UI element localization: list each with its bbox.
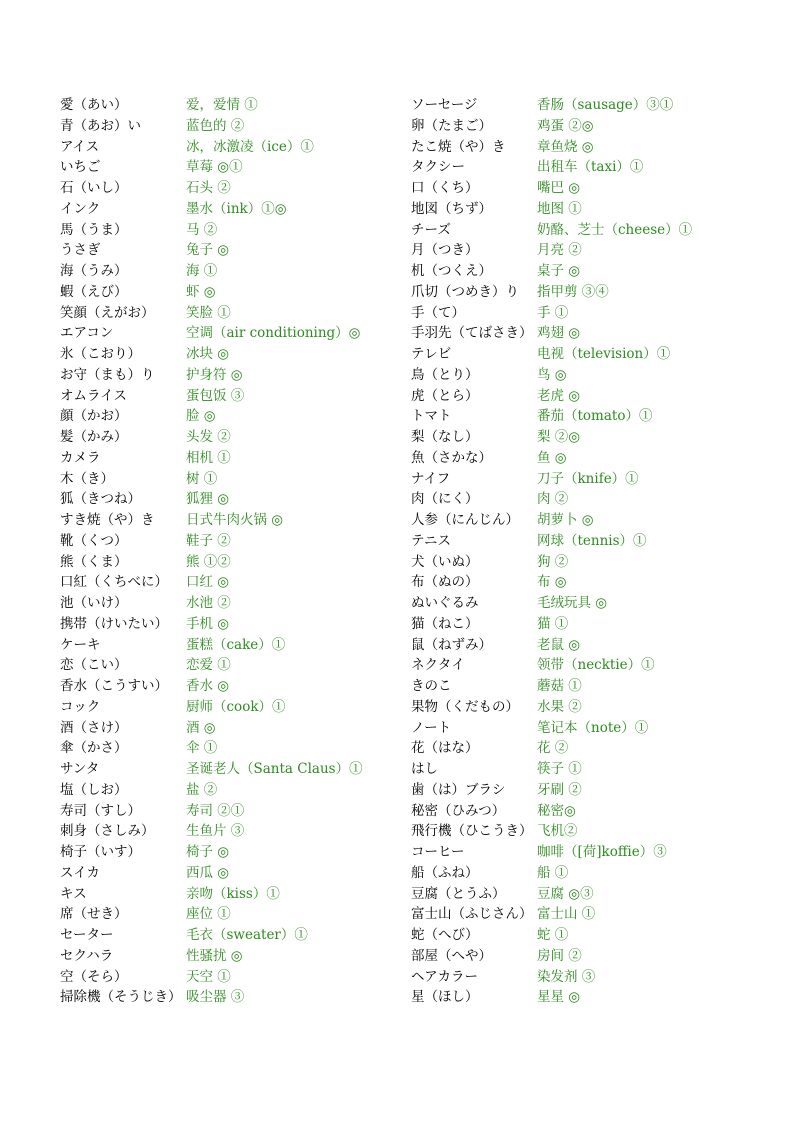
japanese-word: カメラ bbox=[60, 449, 101, 466]
chinese-meaning: 嘴巴 ◎ bbox=[537, 180, 581, 196]
japanese-word: 犬（いぬ） bbox=[411, 553, 479, 570]
japanese-word: 青（あお）い bbox=[60, 117, 141, 134]
japanese-word: 石（いし） bbox=[60, 180, 128, 196]
chinese-meaning: 老鼠 ◎ bbox=[537, 636, 581, 653]
chinese-meaning: 蛋糕（cake）① bbox=[186, 636, 286, 653]
chinese-meaning: 地图 ① bbox=[537, 200, 582, 217]
chinese-meaning: 海 ① bbox=[186, 263, 218, 279]
chinese-meaning: 伞 ① bbox=[186, 740, 218, 757]
japanese-word: 月（つき） bbox=[411, 242, 479, 259]
chinese-meaning: 房间 ② bbox=[537, 947, 582, 964]
japanese-word: ヘアカラー bbox=[411, 968, 478, 985]
japanese-word: 掃除機（そうじき） bbox=[60, 989, 182, 1006]
chinese-meaning: 空调（air conditioning）◎ bbox=[186, 325, 361, 342]
japanese-word: 果物（くだもの） bbox=[411, 698, 519, 715]
japanese-word: 地図（ちず） bbox=[411, 200, 492, 217]
japanese-word: 椅子（いす） bbox=[60, 844, 141, 860]
japanese-word: アイス bbox=[60, 138, 100, 155]
chinese-meaning: 吸尘器 ③ bbox=[186, 989, 245, 1006]
japanese-word: 酒（さけ） bbox=[60, 719, 128, 736]
chinese-meaning: 电视（television）① bbox=[537, 346, 671, 362]
japanese-word: 口紅（くちべに） bbox=[60, 574, 168, 591]
chinese-meaning: 狐狸 ◎ bbox=[186, 491, 230, 508]
chinese-meaning: 马 ② bbox=[186, 221, 218, 238]
japanese-word: 馬（うま） bbox=[60, 221, 128, 238]
chinese-meaning: 相机 ① bbox=[186, 449, 231, 466]
japanese-word: 机（つくえ） bbox=[411, 263, 492, 279]
chinese-meaning: 冰，冰激凌（ice）① bbox=[186, 138, 314, 155]
japanese-word: 狐（きつね） bbox=[60, 491, 141, 508]
japanese-word: スイカ bbox=[60, 864, 100, 881]
chinese-meaning: 蛋包饭 ③ bbox=[186, 387, 245, 404]
chinese-meaning: 天空 ① bbox=[186, 968, 231, 985]
chinese-meaning: 脸 ◎ bbox=[186, 408, 216, 425]
chinese-meaning: 墨水（ink）①◎ bbox=[186, 200, 287, 217]
chinese-meaning: 猫 ① bbox=[537, 615, 569, 632]
japanese-word: ぬいぐるみ bbox=[411, 595, 479, 611]
chinese-meaning: 生鱼片 ③ bbox=[186, 823, 245, 840]
chinese-meaning: 护身符 ◎ bbox=[186, 366, 243, 383]
chinese-meaning: 圣诞老人（Santa Claus）① bbox=[186, 761, 363, 777]
chinese-meaning: 狗 ② bbox=[537, 553, 569, 570]
chinese-meaning: 恋爱 ① bbox=[186, 657, 231, 674]
japanese-word: トマト bbox=[411, 408, 452, 425]
chinese-meaning: 网球（tennis）① bbox=[537, 532, 647, 549]
chinese-meaning: 筷子 ① bbox=[537, 761, 582, 777]
japanese-word: コーヒー bbox=[411, 844, 465, 860]
chinese-meaning: 花 ② bbox=[537, 740, 569, 757]
japanese-word: チーズ bbox=[411, 221, 451, 238]
chinese-meaning: 笑脸 ① bbox=[186, 304, 231, 321]
chinese-meaning: 头发 ② bbox=[186, 429, 231, 445]
japanese-word: 魚（さかな） bbox=[411, 449, 492, 466]
japanese-word: 口（くち） bbox=[411, 180, 479, 196]
japanese-word: すき焼（や）き bbox=[60, 512, 155, 528]
japanese-word: 蝦（えび） bbox=[60, 283, 128, 300]
chinese-meaning: 出租车（taxi）① bbox=[537, 159, 644, 176]
chinese-meaning: 桌子 ◎ bbox=[537, 263, 581, 279]
chinese-meaning: 鱼 ◎ bbox=[537, 449, 567, 466]
japanese-word: セクハラ bbox=[60, 947, 114, 964]
chinese-meaning: 船 ① bbox=[537, 864, 569, 881]
japanese-word: 池（いけ） bbox=[60, 595, 128, 611]
chinese-meaning: 香水 ◎ bbox=[186, 678, 230, 694]
japanese-word: 傘（かさ） bbox=[60, 740, 128, 757]
chinese-meaning: 布 ◎ bbox=[537, 574, 567, 591]
chinese-meaning: 座位 ① bbox=[186, 906, 231, 923]
chinese-meaning: 椅子 ◎ bbox=[186, 844, 230, 860]
japanese-word: 部屋（へや） bbox=[411, 947, 492, 964]
chinese-meaning: 性骚扰 ◎ bbox=[186, 947, 243, 964]
chinese-meaning: 指甲剪 ③④ bbox=[537, 283, 609, 300]
chinese-meaning: 富士山 ① bbox=[537, 906, 596, 923]
japanese-word: インク bbox=[60, 200, 101, 217]
japanese-word: キス bbox=[60, 885, 87, 902]
chinese-meaning: 石头 ② bbox=[186, 180, 231, 196]
japanese-word: 恋（こい） bbox=[60, 657, 128, 674]
chinese-meaning: 亲吻（kiss）① bbox=[186, 885, 280, 902]
chinese-meaning: 牙刷 ② bbox=[537, 781, 582, 798]
japanese-word: 卵（たまご） bbox=[411, 117, 492, 134]
chinese-meaning: 奶酪、芝士（cheese）① bbox=[537, 221, 693, 238]
chinese-meaning: 鸟 ◎ bbox=[537, 366, 567, 383]
chinese-meaning: 秘密◎ bbox=[537, 802, 576, 819]
chinese-meaning: 厨师（cook）① bbox=[186, 698, 286, 715]
japanese-word: 船（ふね） bbox=[411, 864, 479, 881]
japanese-word: ノート bbox=[411, 719, 452, 736]
chinese-meaning: 毛绒玩具 ◎ bbox=[537, 595, 608, 611]
chinese-meaning: 领带（necktie）① bbox=[537, 657, 655, 674]
chinese-meaning: 梨 ②◎ bbox=[537, 429, 581, 445]
japanese-word: 花（はな） bbox=[411, 740, 479, 757]
japanese-word: 手羽先（てばさき） bbox=[411, 325, 533, 342]
japanese-word: 鼠（ねずみ） bbox=[411, 636, 492, 653]
japanese-word: コック bbox=[60, 698, 101, 715]
chinese-meaning: 咖啡（[荷]koffie）③ bbox=[537, 844, 667, 860]
japanese-word: テニス bbox=[411, 532, 451, 549]
japanese-word: 爪切（つめき）り bbox=[411, 283, 519, 300]
japanese-word: 鳥（とり） bbox=[411, 366, 479, 383]
japanese-word: 猫（ねこ） bbox=[411, 615, 479, 632]
japanese-word: 靴（くつ） bbox=[60, 532, 128, 549]
japanese-word: 氷（こおり） bbox=[60, 346, 141, 362]
chinese-meaning: 熊 ①② bbox=[186, 553, 231, 570]
chinese-meaning: 口红 ◎ bbox=[186, 574, 230, 591]
japanese-word: タクシー bbox=[411, 159, 465, 176]
chinese-meaning: 寿司 ②① bbox=[186, 802, 245, 819]
japanese-word: エアコン bbox=[60, 325, 114, 342]
japanese-word: 愛（あい） bbox=[60, 97, 128, 113]
japanese-word: オムライス bbox=[60, 387, 127, 404]
chinese-meaning: 西瓜 ◎ bbox=[186, 864, 230, 881]
chinese-meaning: 鸡翅 ◎ bbox=[537, 325, 581, 342]
japanese-word: 星（ほし） bbox=[411, 989, 479, 1006]
chinese-meaning: 酒 ◎ bbox=[186, 719, 216, 736]
japanese-word: 髪（かみ） bbox=[60, 429, 128, 445]
japanese-word: ネクタイ bbox=[411, 657, 465, 674]
chinese-meaning: 草莓 ◎① bbox=[186, 159, 243, 176]
japanese-word: 飛行機（ひこうき） bbox=[411, 823, 533, 840]
japanese-word: 布（ぬの） bbox=[411, 574, 479, 591]
chinese-meaning: 鞋子 ② bbox=[186, 532, 231, 549]
japanese-word: サンタ bbox=[60, 761, 100, 777]
japanese-word: ナイフ bbox=[411, 470, 451, 487]
chinese-meaning: 蘑菇 ① bbox=[537, 678, 582, 694]
chinese-meaning: 飞机② bbox=[537, 823, 578, 840]
japanese-word: 空（そら） bbox=[60, 968, 128, 985]
japanese-word: うさぎ bbox=[60, 242, 101, 259]
chinese-meaning: 手 ① bbox=[537, 304, 569, 321]
japanese-word: 熊（くま） bbox=[60, 553, 128, 570]
chinese-meaning: 蛇 ① bbox=[537, 927, 569, 943]
japanese-word: たこ焼（や）き bbox=[411, 138, 506, 155]
chinese-meaning: 冰块 ◎ bbox=[186, 346, 230, 362]
japanese-word: 梨（なし） bbox=[411, 429, 479, 445]
japanese-word: テレビ bbox=[411, 346, 452, 362]
chinese-meaning: 树 ① bbox=[186, 470, 218, 487]
chinese-meaning: 手机 ◎ bbox=[186, 615, 230, 632]
chinese-meaning: 番茄（tomato）① bbox=[537, 408, 653, 425]
japanese-word: 木（き） bbox=[60, 470, 114, 487]
japanese-word: 顔（かお） bbox=[60, 408, 128, 425]
japanese-word: 香水（こうすい） bbox=[60, 678, 168, 694]
chinese-meaning: 肉 ② bbox=[537, 491, 569, 508]
chinese-meaning: 染发剂 ③ bbox=[537, 968, 596, 985]
chinese-meaning: 刀子（knife）① bbox=[537, 470, 639, 487]
japanese-word: 手（て） bbox=[411, 304, 465, 321]
japanese-word: 豆腐（とうふ） bbox=[411, 885, 506, 902]
chinese-meaning: 毛衣（sweater）① bbox=[186, 927, 308, 943]
chinese-meaning: 日式牛肉火锅 ◎ bbox=[186, 512, 284, 528]
japanese-word: いちご bbox=[60, 159, 101, 176]
chinese-meaning: 月亮 ② bbox=[537, 242, 582, 259]
japanese-word: 秘密（ひみつ） bbox=[411, 802, 506, 819]
chinese-meaning: 笔记本（note）① bbox=[537, 719, 649, 736]
chinese-meaning: 虾 ◎ bbox=[186, 283, 216, 300]
chinese-meaning: 盐 ② bbox=[186, 781, 218, 798]
japanese-word: 席（せき） bbox=[60, 906, 128, 923]
japanese-word: 富士山（ふじさん） bbox=[411, 906, 533, 923]
chinese-meaning: 爱，爱情 ① bbox=[186, 97, 258, 113]
chinese-meaning: 章鱼烧 ◎ bbox=[537, 138, 594, 155]
chinese-meaning: 香肠（sausage）③① bbox=[537, 97, 674, 113]
japanese-word: 虎（とら） bbox=[411, 387, 479, 404]
chinese-meaning: 兔子 ◎ bbox=[186, 242, 230, 259]
japanese-word: ソーセージ bbox=[411, 97, 478, 113]
chinese-meaning: 胡萝卜 ◎ bbox=[537, 512, 594, 528]
japanese-word: 刺身（さしみ） bbox=[60, 823, 155, 840]
japanese-word: 塩（しお） bbox=[60, 781, 128, 798]
japanese-word: きのこ bbox=[411, 678, 452, 694]
chinese-meaning: 星星 ◎ bbox=[537, 989, 581, 1006]
japanese-word: ケーキ bbox=[60, 636, 101, 653]
chinese-meaning: 蓝色的 ② bbox=[186, 117, 245, 134]
japanese-word: 肉（にく） bbox=[411, 491, 479, 508]
japanese-word: はし bbox=[411, 761, 438, 777]
japanese-word: 海（うみ） bbox=[60, 263, 128, 279]
chinese-meaning: 水果 ② bbox=[537, 698, 582, 715]
japanese-word: セーター bbox=[60, 927, 114, 943]
chinese-meaning: 豆腐 ◎③ bbox=[537, 885, 594, 902]
japanese-word: 寿司（すし） bbox=[60, 802, 141, 819]
japanese-word: 歯（は）ブラシ bbox=[411, 781, 506, 798]
japanese-word: お守（まも）り bbox=[60, 366, 155, 383]
japanese-word: 携帯（けいたい） bbox=[60, 615, 168, 632]
chinese-meaning: 鸡蛋 ②◎ bbox=[537, 117, 594, 134]
japanese-word: 蛇（へび） bbox=[411, 927, 479, 943]
japanese-word: 人参（にんじん） bbox=[411, 512, 519, 528]
chinese-meaning: 老虎 ◎ bbox=[537, 387, 581, 404]
chinese-meaning: 水池 ② bbox=[186, 595, 231, 611]
japanese-word: 笑顔（えがお） bbox=[60, 304, 155, 321]
